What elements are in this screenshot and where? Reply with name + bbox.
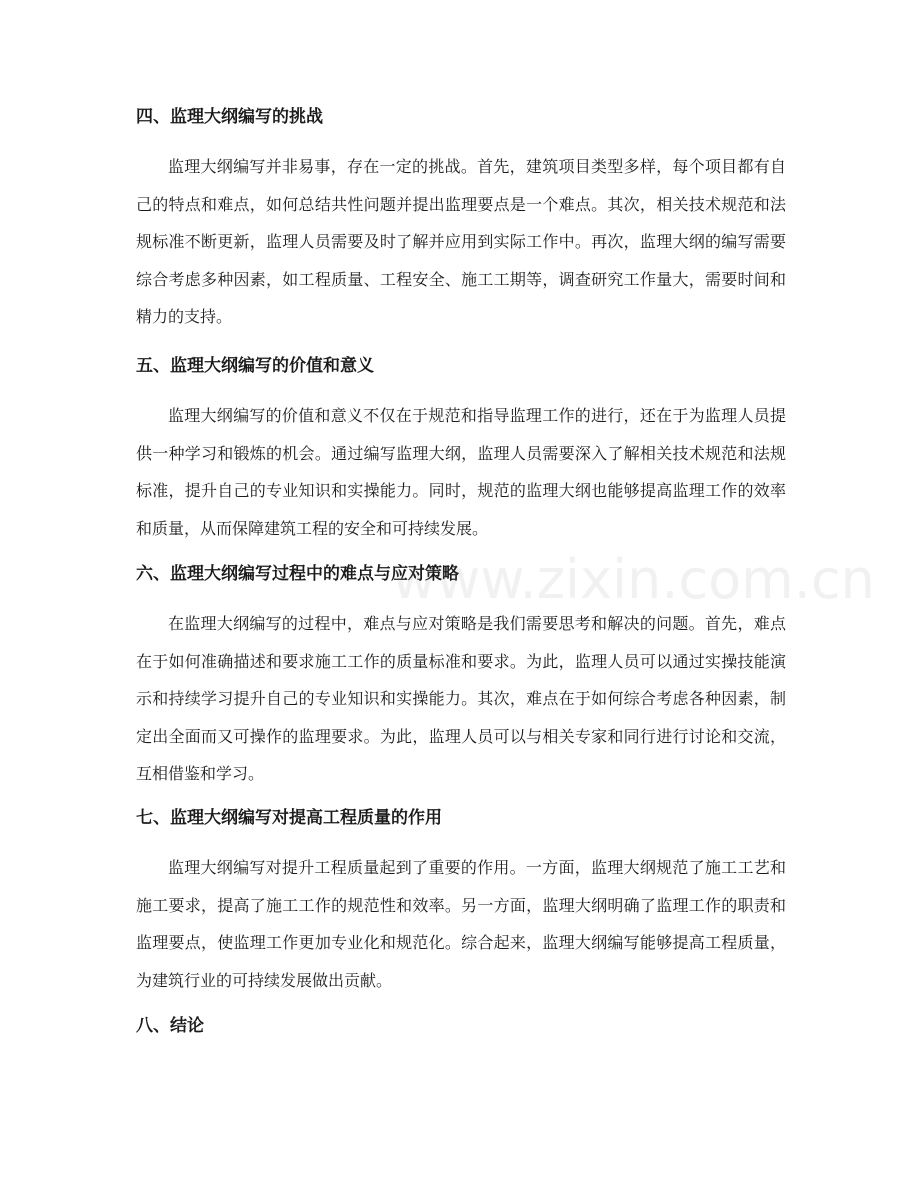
watermark: www.zixin.com.cn <box>392 548 875 611</box>
section-paragraph: 监理大纲编写的价值和意义不仅在于规范和指导监理工作的进行，还在于为监理人员提供一种学习和锻炼的机会。通过编写监理大纲，监理人员需要深入了解相关技术规范和法规标准，提升自己的专业知识和实操能力。同时，规范的监理大纲也能够提高监理工作的效率和质量，从而保障建筑工程的安全和可持续发展。 <box>136 406 786 538</box>
section-heading: 六、监理大纲编写过程中的难点与应对策略 <box>136 564 459 584</box>
section-5 <box>136 353 786 561</box>
section-7 <box>136 805 786 1013</box>
section-heading: 七、监理大纲编写对提高工程质量的作用 <box>136 808 442 828</box>
section-paragraph: 监理大纲编写并非易事，存在一定的挑战。首先，建筑项目类型多样，每个项目都有自己的特点和难点，如何总结共性问题并提出监理要点是一个难点。其次，相关技术规范和法规标准不断更新，监理人员需要及时了解并应用到实际工作中。再次，监理大纲的编写需要综合考虑多种因素，如工程质量、工程安全、施工工期等，调查研究工作量大，需要时间和精力的支持。 <box>136 157 786 326</box>
section-4 <box>136 104 786 350</box>
section-paragraph: 在监理大纲编写的过程中，难点与应对策略是我们需要思考和解决的问题。首先，难点在于如何准确描述和要求施工工作的质量标准和要求。为此，监理人员可以通过实操技能演示和持续学习提升自己的专业知识和实操能力。其次，难点在于如何综合考虑各种因素，制定出全面而又可操作的监理要求。为此，监理人员可以与相关专家和同行进行讨论和交流，互相借鉴和学习。 <box>136 614 786 783</box>
section-heading: 八、结论 <box>136 1016 204 1036</box>
section-heading: 五、监理大纲编写的价值和意义 <box>136 356 374 376</box>
section-6 <box>136 561 786 807</box>
section-heading: 四、监理大纲编写的挑战 <box>136 107 323 127</box>
section-8 <box>136 1013 786 1057</box>
section-paragraph: 监理大纲编写对提升工程质量起到了重要的作用。一方面，监理大纲规范了施工工艺和施工要求，提高了施工工作的规范性和效率。另一方面，监理大纲明确了监理工作的职责和监理要点，使监理工作更加专业化和规范化。综合起来，监理大纲编写能够提高工程质量，为建筑行业的可持续发展做出贡献。 <box>136 858 786 990</box>
